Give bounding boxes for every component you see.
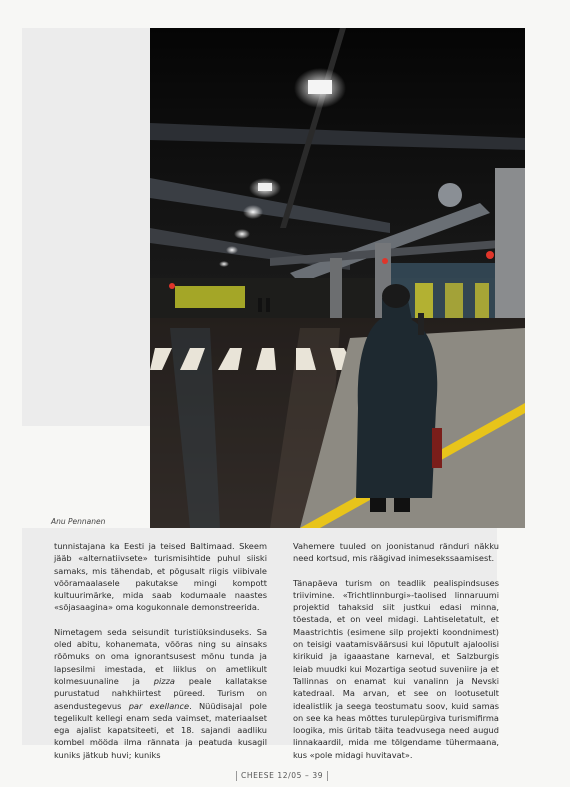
text-segment: tunnistajana ka Eesti ja teised Baltimaad. Skeem jääb «alternatiivsete» turismisihtide puhul siiski samaks, mis tähendab, et põgusalt riigis viibivale võõramaalasele pakutakse mingi kompott kultuurimärke, mida saab kodumaale naastes «sõjasaagina» oma kogukonnale demonstreerida. [54, 541, 267, 613]
paragraph [293, 577, 499, 761]
grey-margin-panel [22, 28, 150, 426]
text-segment: Tänapäeva turism on teadlik pealispindsuses triivimine. «Trichtlinnburgi»-taolised linnaruumi projektid tahaksid siit justkui edasi minna, tõestada, et on veel midagi. Lahtiseletatult, et Maastrichtis (esimene silp projekti koondnimest) on teisigi vaatamisväärsusi kui lõputult ajaloolisi kirikuid ja igaaastane karneval, et Salzburgis leiab muudki kui Mozartiga seotud suveniire ja et Tallinnas on enamat kui vanalinn ja Nevski katedraal. Ma arvan, et see on lootusetult idealistlik ja seega teostumatu soov, kuid samas on see ka heas mõttes turulepürgiva turismifirma loogika, mis üritab täita teadvusega need augud linnakaardil, mida me tõlgendame tühermaana, kus «pole midagi huvitavat». [293, 577, 499, 760]
italic-text-segment: pizza [153, 675, 175, 686]
page-footer: CHEESE 12/05 – 39 [236, 771, 328, 781]
italic-text-segment: par exellance [128, 700, 190, 711]
text-segment: peale kallatakse purustatud nahkhiirtest püreed. Turism on asendustegevus [54, 675, 267, 711]
text-segment: . Nüüdisajal pole tegelikult kellegi enam seda vaimset, materiaalset ega ajalist kapatsiteeti, et 18. sajandi aadliku kombel mööda ilma rännata ja peatuda kusagil kuniks jätkub huvi; kuniks [54, 700, 268, 760]
paragraph [54, 626, 267, 761]
bus-terminal-photo [150, 28, 525, 528]
photo-credit: Anu Pennanen [51, 517, 106, 526]
paragraph [293, 540, 499, 565]
text-segment: Vahemere tuuled on joonistanud ränduri näkku need kortsud, mis räägivad inimesekssaamisest. [293, 541, 499, 564]
article-column-right [293, 540, 499, 773]
text-segment: Nimetagem seda seisundit turistiüksinduseks. Sa oled abitu, kohanemata, võõras ning su ainsaks rõõmuks on oma ignorantsusest mõnu tunda ja lapsesilmi imestada, et liiklus on ametlikult kolmesuunaline ja [54, 626, 267, 686]
photo-illustration [150, 28, 525, 528]
article-column-left [54, 540, 267, 773]
paragraph [54, 540, 267, 614]
